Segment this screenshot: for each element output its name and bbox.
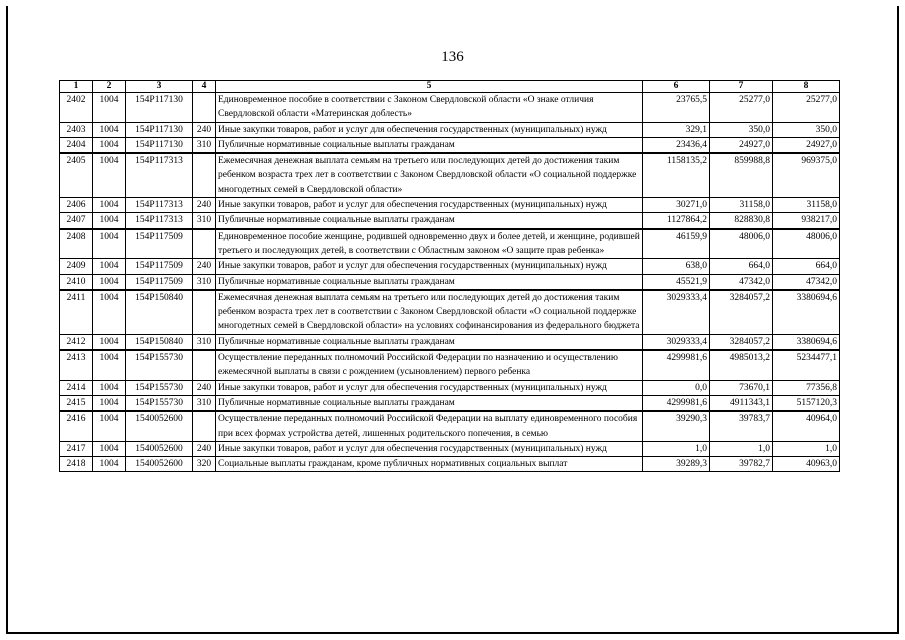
item-name: Публичные нормативные социальные выплаты гражданам [216, 395, 643, 411]
target-article-code: 154P117509 [126, 229, 193, 259]
target-article-code: 154P117509 [126, 274, 193, 290]
target-article-code: 154P150840 [126, 290, 193, 334]
column-header: 7 [710, 81, 773, 93]
table-body [60, 93, 840, 472]
section-code: 1004 [93, 153, 126, 197]
table-row [60, 259, 840, 274]
row-number: 2408 [60, 229, 93, 259]
column-header: 8 [773, 81, 840, 93]
section-code: 1004 [93, 137, 126, 153]
expense-type-code [193, 290, 216, 334]
amount-col6: 4299981,6 [643, 395, 710, 411]
item-name: Осуществление переданных полномочий Российской Федерации на выплату единовременного пособия при всех формах устройства детей, лишенных родительского попечения, в семью [216, 411, 643, 441]
row-number: 2411 [60, 290, 93, 334]
item-name: Единовременное пособие в соответствии с Законом Свердловской области «О знаке отличия Свердловской области «Материнская доблесть» [216, 93, 643, 123]
table-row [60, 395, 840, 411]
item-name: Публичные нормативные социальные выплаты гражданам [216, 334, 643, 350]
amount-col8: 5234477,1 [773, 350, 840, 380]
row-number: 2413 [60, 350, 93, 380]
section-code: 1004 [93, 122, 126, 137]
row-number: 2406 [60, 198, 93, 213]
target-article-code: 1540052600 [126, 441, 193, 456]
item-name: Иные закупки товаров, работ и услуг для обеспечения государственных (муниципальных) нужд [216, 122, 643, 137]
row-number: 2412 [60, 334, 93, 350]
amount-col6: 1127864,2 [643, 213, 710, 229]
expense-type-code: 310 [193, 395, 216, 411]
expense-type-code: 310 [193, 213, 216, 229]
table-row [60, 122, 840, 137]
row-number: 2409 [60, 259, 93, 274]
amount-col8: 969375,0 [773, 153, 840, 197]
amount-col6: 39289,3 [643, 457, 710, 472]
target-article-code: 154P117313 [126, 213, 193, 229]
amount-col7: 47342,0 [710, 274, 773, 290]
row-number: 2404 [60, 137, 93, 153]
amount-col8: 5157120,3 [773, 395, 840, 411]
amount-col6: 638,0 [643, 259, 710, 274]
target-article-code: 154P117509 [126, 259, 193, 274]
amount-col7: 24927,0 [710, 137, 773, 153]
amount-col6: 23436,4 [643, 137, 710, 153]
row-number: 2410 [60, 274, 93, 290]
item-name: Иные закупки товаров, работ и услуг для обеспечения государственных (муниципальных) нужд [216, 380, 643, 395]
amount-col8: 3380694,6 [773, 290, 840, 334]
table-row [60, 229, 840, 259]
item-name: Иные закупки товаров, работ и услуг для обеспечения государственных (муниципальных) нужд [216, 198, 643, 213]
amount-col7: 828830,8 [710, 213, 773, 229]
amount-col8: 1,0 [773, 441, 840, 456]
expense-type-code [193, 350, 216, 380]
expense-type-code: 240 [193, 380, 216, 395]
amount-col8: 350,0 [773, 122, 840, 137]
item-name: Социальные выплаты гражданам, кроме публичных нормативных социальных выплат [216, 457, 643, 472]
table-row [60, 274, 840, 290]
item-name: Публичные нормативные социальные выплаты гражданам [216, 137, 643, 153]
target-article-code: 154P155730 [126, 350, 193, 380]
column-header: 2 [93, 81, 126, 93]
amount-col6: 45521,9 [643, 274, 710, 290]
expense-type-code: 240 [193, 441, 216, 456]
section-code: 1004 [93, 290, 126, 334]
target-article-code: 154P117313 [126, 198, 193, 213]
item-name: Публичные нормативные социальные выплаты гражданам [216, 213, 643, 229]
item-name: Иные закупки товаров, работ и услуг для обеспечения государственных (муниципальных) нужд [216, 259, 643, 274]
item-name: Публичные нормативные социальные выплаты гражданам [216, 274, 643, 290]
amount-col8: 24927,0 [773, 137, 840, 153]
amount-col7: 39782,7 [710, 457, 773, 472]
amount-col7: 31158,0 [710, 198, 773, 213]
amount-col8: 25277,0 [773, 93, 840, 123]
expense-type-code: 320 [193, 457, 216, 472]
amount-col6: 3029333,4 [643, 290, 710, 334]
expense-type-code [193, 153, 216, 197]
budget-table [59, 80, 840, 472]
section-code: 1004 [93, 441, 126, 456]
expense-type-code: 310 [193, 274, 216, 290]
expense-type-code: 240 [193, 198, 216, 213]
section-code: 1004 [93, 213, 126, 229]
item-name: Единовременное пособие женщине, родившей одновременно двух и более детей, и женщине, родившей третьего и последующих детей, в соответствии с Областным законом «О защите прав ребенка» [216, 229, 643, 259]
expense-type-code [193, 229, 216, 259]
header-row [60, 81, 840, 93]
row-number: 2403 [60, 122, 93, 137]
row-number: 2405 [60, 153, 93, 197]
section-code: 1004 [93, 93, 126, 123]
item-name: Ежемесячная денежная выплата семьям на третьего или последующих детей до достижения таким ребенком возраста трех лет в соответствии с Законом Свердловской области «О социальной поддержке многодетных семей в Свердловской области» [216, 153, 643, 197]
item-name: Иные закупки товаров, работ и услуг для обеспечения государственных (муниципальных) нужд [216, 441, 643, 456]
target-article-code: 154P117313 [126, 153, 193, 197]
amount-col6: 4299981,6 [643, 350, 710, 380]
column-header: 1 [60, 81, 93, 93]
expense-type-code: 310 [193, 334, 216, 350]
section-code: 1004 [93, 350, 126, 380]
table-row [60, 198, 840, 213]
amount-col7: 73670,1 [710, 380, 773, 395]
amount-col6: 39290,3 [643, 411, 710, 441]
amount-col8: 77356,8 [773, 380, 840, 395]
amount-col8: 48006,0 [773, 229, 840, 259]
amount-col6: 329,1 [643, 122, 710, 137]
section-code: 1004 [93, 411, 126, 441]
section-code: 1004 [93, 457, 126, 472]
row-number: 2416 [60, 411, 93, 441]
amount-col8: 40963,0 [773, 457, 840, 472]
amount-col8: 40964,0 [773, 411, 840, 441]
amount-col6: 3029333,4 [643, 334, 710, 350]
amount-col7: 664,0 [710, 259, 773, 274]
table-row [60, 290, 840, 334]
table-row [60, 213, 840, 229]
amount-col7: 4985013,2 [710, 350, 773, 380]
amount-col7: 39783,7 [710, 411, 773, 441]
column-header: 3 [126, 81, 193, 93]
table-row [60, 153, 840, 197]
section-code: 1004 [93, 229, 126, 259]
amount-col7: 1,0 [710, 441, 773, 456]
amount-col7: 4911343,1 [710, 395, 773, 411]
amount-col6: 1,0 [643, 441, 710, 456]
expense-type-code: 240 [193, 259, 216, 274]
section-code: 1004 [93, 334, 126, 350]
section-code: 1004 [93, 259, 126, 274]
table-row [60, 411, 840, 441]
expense-type-code [193, 93, 216, 123]
column-header: 6 [643, 81, 710, 93]
target-article-code: 154P117130 [126, 137, 193, 153]
amount-col8: 938217,0 [773, 213, 840, 229]
section-code: 1004 [93, 380, 126, 395]
item-name: Ежемесячная денежная выплата семьям на третьего или последующих детей до достижения таким ребенком возраста трех лет в соответствии с Законом Свердловской области «О социальной поддержке многодетных семей в Свердловской области» на условиях софинансирования из федерального бюджета [216, 290, 643, 334]
amount-col6: 46159,9 [643, 229, 710, 259]
table-row [60, 380, 840, 395]
row-number: 2417 [60, 441, 93, 456]
row-number: 2407 [60, 213, 93, 229]
column-header: 5 [216, 81, 643, 93]
section-code: 1004 [93, 395, 126, 411]
item-name: Осуществление переданных полномочий Российской Федерации по назначению и осуществлению ежемесячной выплаты в связи с рождением (усыновлением) первого ребенка [216, 350, 643, 380]
target-article-code: 1540052600 [126, 457, 193, 472]
target-article-code: 154P155730 [126, 380, 193, 395]
amount-col7: 25277,0 [710, 93, 773, 123]
table-row [60, 457, 840, 472]
row-number: 2414 [60, 380, 93, 395]
amount-col7: 350,0 [710, 122, 773, 137]
amount-col7: 3284057,2 [710, 334, 773, 350]
column-header: 4 [193, 81, 216, 93]
section-code: 1004 [93, 198, 126, 213]
target-article-code: 154P150840 [126, 334, 193, 350]
amount-col6: 0,0 [643, 380, 710, 395]
amount-col6: 30271,0 [643, 198, 710, 213]
target-article-code: 154P117130 [126, 122, 193, 137]
amount-col7: 3284057,2 [710, 290, 773, 334]
expense-type-code [193, 411, 216, 441]
target-article-code: 154P117130 [126, 93, 193, 123]
amount-col6: 23765,5 [643, 93, 710, 123]
amount-col7: 48006,0 [710, 229, 773, 259]
page-number: 136 [441, 49, 464, 65]
amount-col8: 664,0 [773, 259, 840, 274]
target-article-code: 1540052600 [126, 411, 193, 441]
amount-col8: 3380694,6 [773, 334, 840, 350]
amount-col8: 47342,0 [773, 274, 840, 290]
table-row [60, 93, 840, 123]
amount-col8: 31158,0 [773, 198, 840, 213]
section-code: 1004 [93, 274, 126, 290]
target-article-code: 154P155730 [126, 395, 193, 411]
table-row [60, 334, 840, 350]
amount-col7: 859988,8 [710, 153, 773, 197]
table-row [60, 137, 840, 153]
table-row [60, 441, 840, 456]
row-number: 2402 [60, 93, 93, 123]
expense-type-code: 310 [193, 137, 216, 153]
amount-col6: 1158135,2 [643, 153, 710, 197]
row-number: 2415 [60, 395, 93, 411]
expense-type-code: 240 [193, 122, 216, 137]
table-row [60, 350, 840, 380]
row-number: 2418 [60, 457, 93, 472]
